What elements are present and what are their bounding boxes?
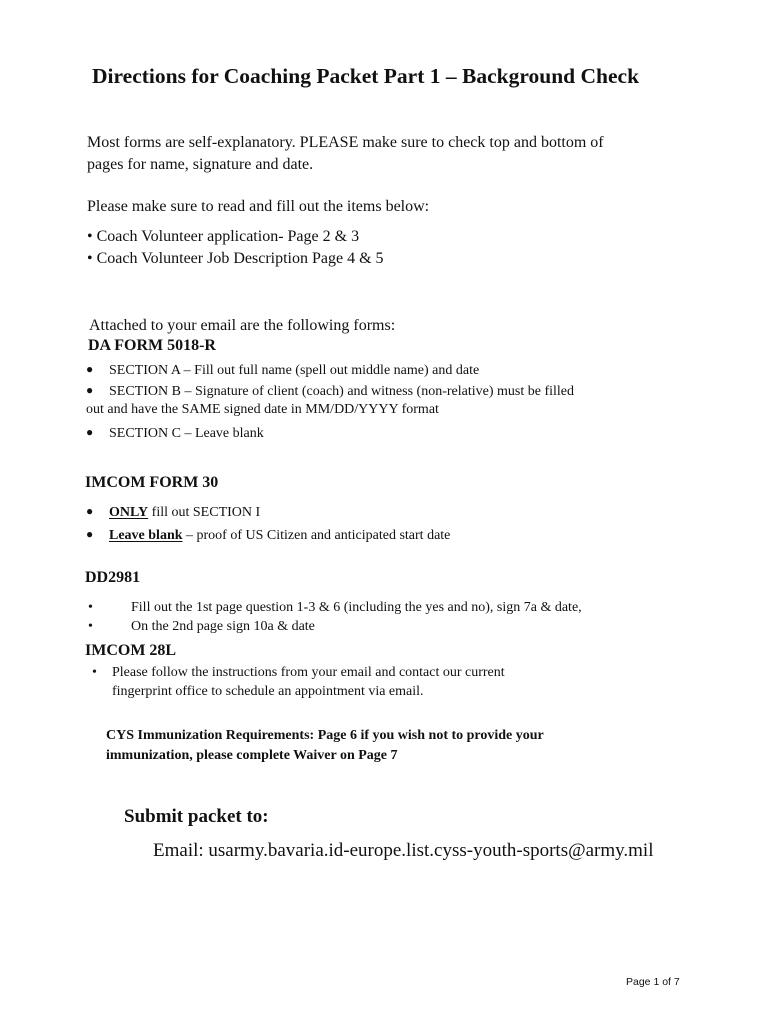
only-label: ONLY: [109, 505, 149, 520]
imcom30-item-2-text: – proof of US Citizen and anticipated start date: [182, 528, 451, 543]
imcom28l-line-1: Please follow the instructions from your email and contact our current: [112, 665, 505, 680]
submit-heading: Submit packet to:: [124, 806, 269, 827]
dd2981-bullet-1: •: [88, 600, 93, 615]
bullet-icon: ●: [86, 527, 94, 541]
imcom28l-heading: IMCOM 28L: [85, 642, 177, 659]
cys-line-1: CYS Immunization Requirements: Page 6 if you wish not to provide your: [106, 728, 544, 743]
da-section-a-text: SECTION A – Fill out full name (spell out middle name) and date: [109, 363, 480, 378]
dd2981-heading: DD2981: [85, 569, 141, 586]
cys-line-2: immunization, please complete Waiver on Page 7: [106, 748, 398, 763]
imcom28l-line-2: fingerprint office to schedule an appointment via email.: [112, 684, 424, 699]
page-title: Directions for Coaching Packet Part 1 – Background Check: [92, 64, 640, 88]
da-section-b-cont: out and have the SAME signed date in MM/DD/YYYY format: [86, 402, 439, 417]
imcom30-item-1: [86, 502, 260, 522]
imcom28l-bullet: •: [92, 665, 97, 680]
read-note: Please make sure to read and fill out the items below:: [87, 198, 430, 215]
intro-line-1: Most forms are self-explanatory. PLEASE make sure to check top and bottom of: [87, 134, 604, 151]
imcom30-heading: IMCOM FORM 30: [85, 474, 219, 491]
imcom30-item-2: [86, 525, 450, 545]
intro-line-2: pages for name, signature and date.: [87, 156, 314, 173]
bullet-icon: ●: [86, 383, 94, 397]
da-form-heading: DA FORM 5018-R: [88, 337, 216, 354]
da-section-b-text: SECTION B – Signature of client (coach) and witness (non-relative) must be filled: [109, 384, 574, 399]
dd2981-item-2: On the 2nd page sign 10a & date: [131, 619, 315, 634]
dd2981-item-1: Fill out the 1st page question 1-3 & 6 (including the yes and no), sign 7a & date,: [131, 600, 582, 615]
list-item: • Coach Volunteer Job Description Page 4 & 5: [87, 250, 384, 267]
da-section-b: [86, 381, 574, 401]
page-number: Page 1 of 7: [626, 976, 680, 988]
attached-note: Attached to your email are the following forms:: [89, 317, 396, 334]
dd2981-bullet-2: •: [88, 619, 93, 634]
bullet-icon: ●: [86, 504, 94, 518]
da-section-a: [86, 360, 479, 380]
bullet-icon: ●: [86, 425, 94, 439]
submit-email: Email: usarmy.bavaria.id-europe.list.cyss-youth-sports@army.mil: [153, 840, 654, 861]
da-section-c-text: SECTION C – Leave blank: [109, 426, 264, 441]
bullet-icon: ●: [86, 362, 94, 376]
imcom30-item-1-text: fill out SECTION I: [148, 505, 261, 520]
da-section-c: [86, 423, 264, 443]
list-item: • Coach Volunteer application- Page 2 & 3: [87, 228, 360, 245]
leave-blank-label: Leave blank: [109, 528, 183, 543]
